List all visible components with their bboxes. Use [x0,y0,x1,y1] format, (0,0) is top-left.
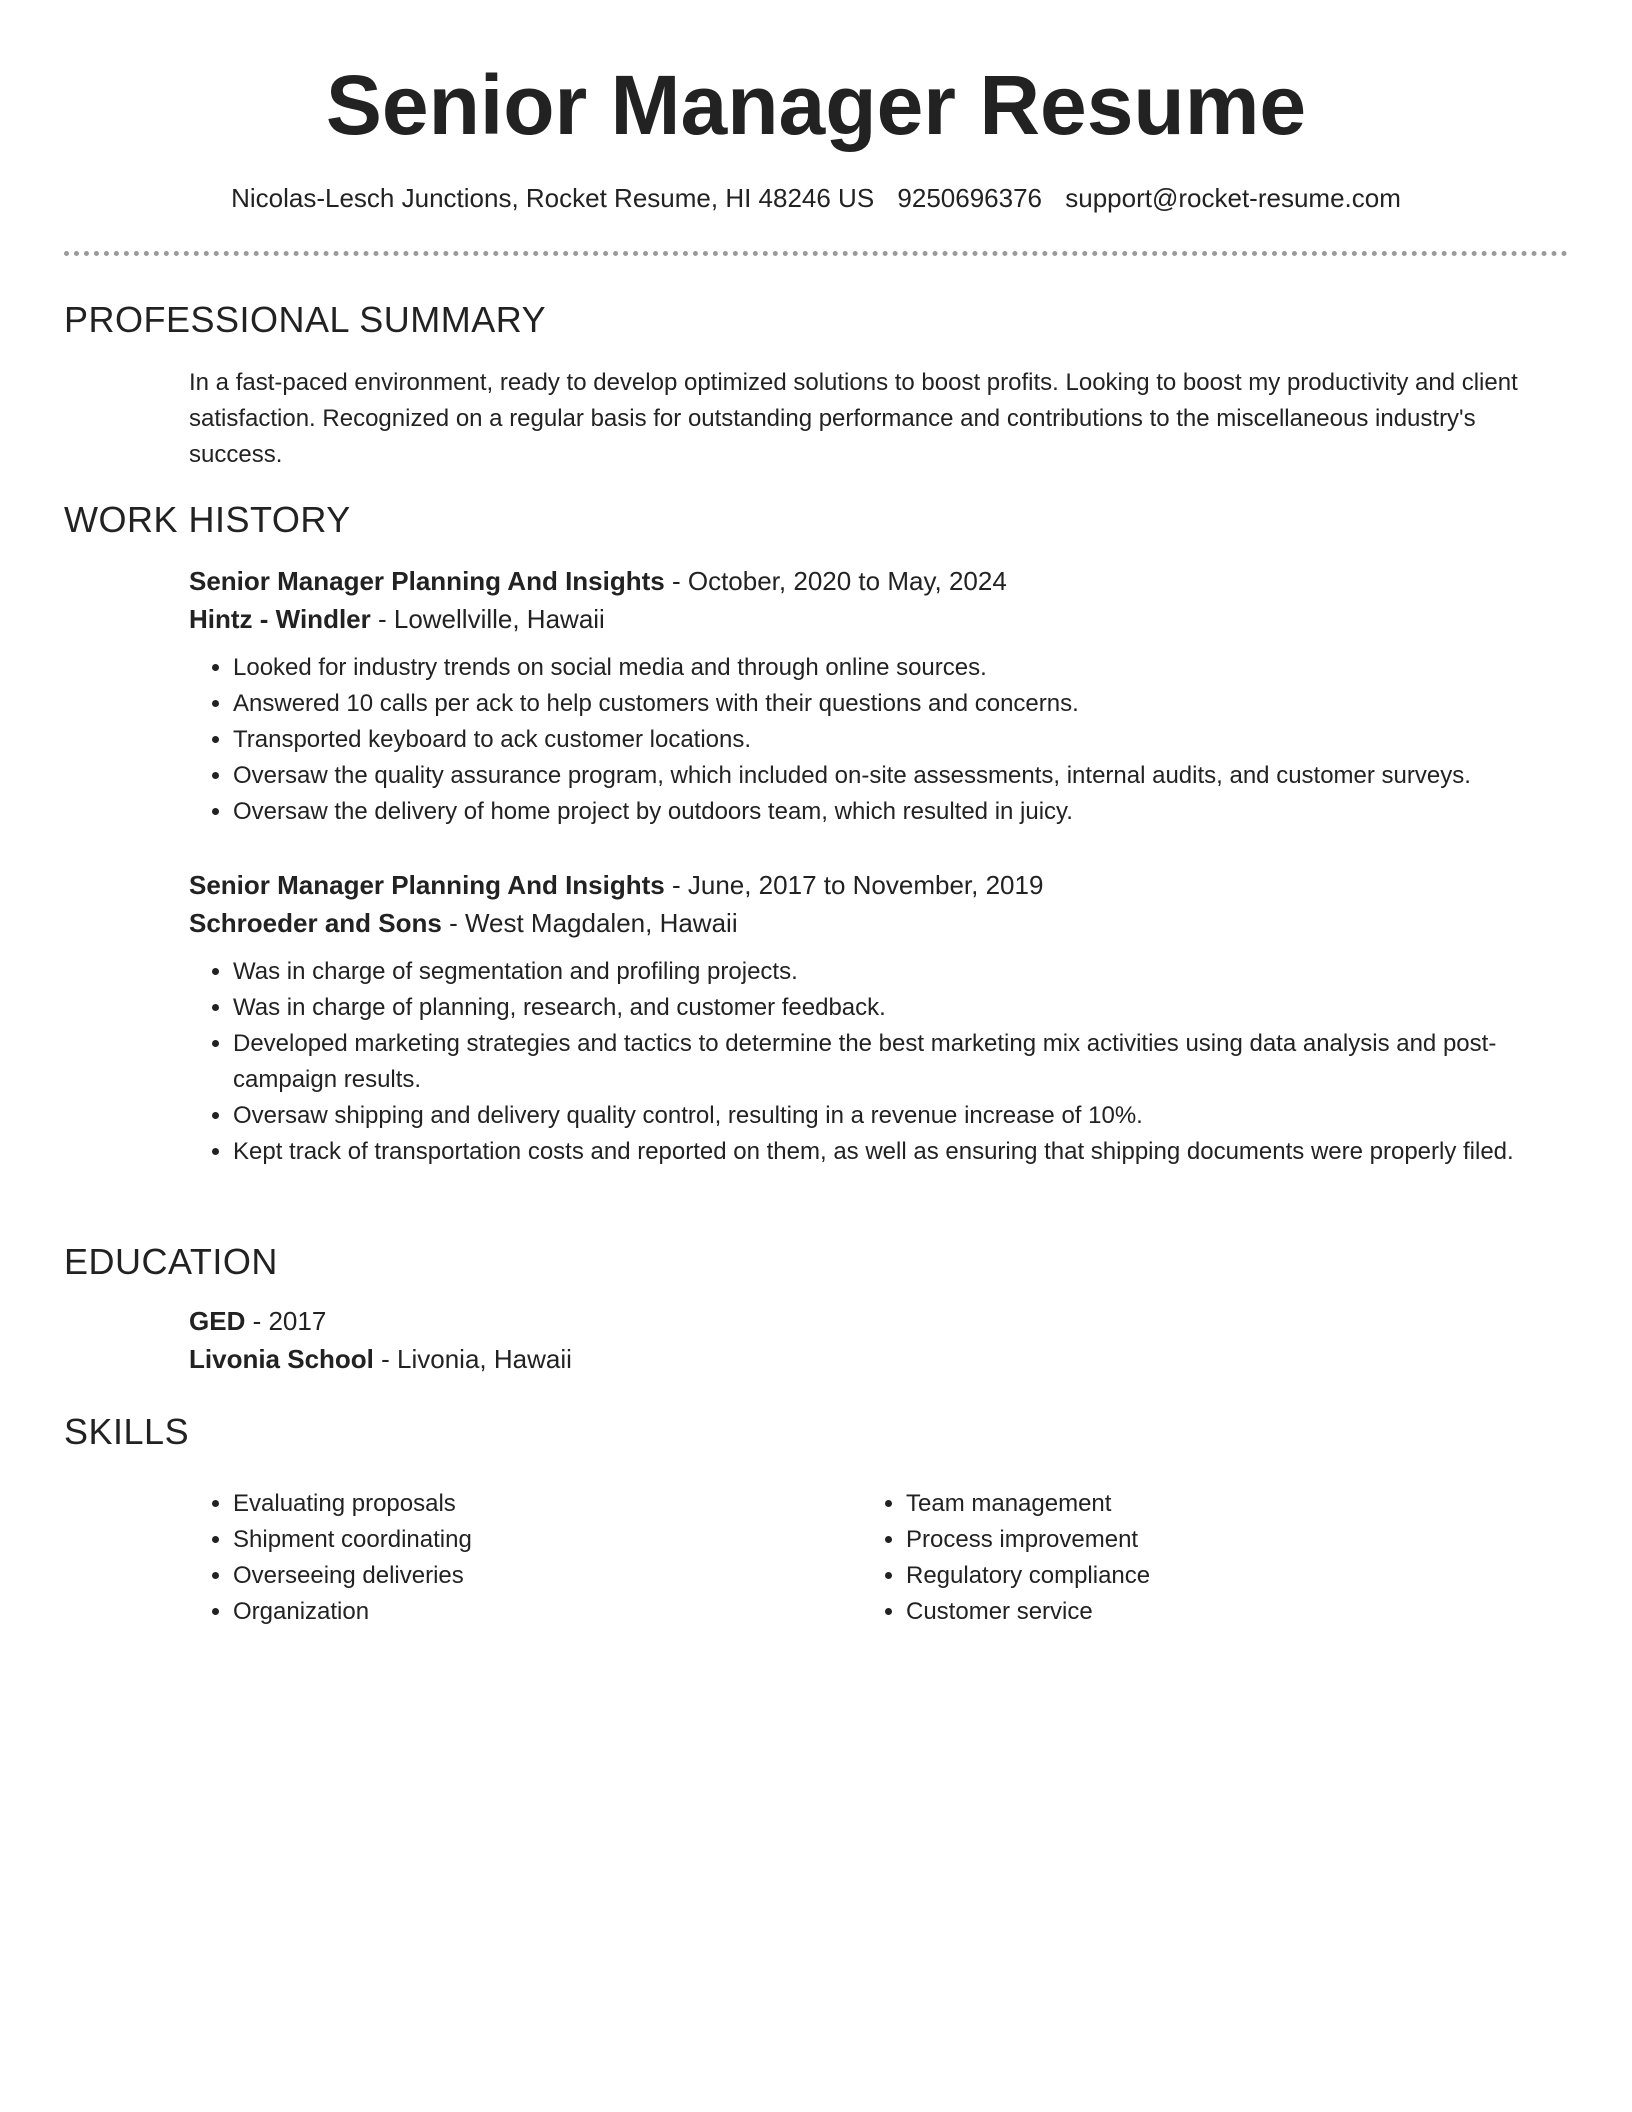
job-bullet: • Was in charge of planning, research, and customer feedback. [233,990,1559,1026]
skill-item: • Regulatory compliance [906,1558,1482,1594]
job-title-line [189,866,1559,904]
contact-line [0,180,1632,216]
job-location: - Lowellville, Hawaii [370,604,605,634]
contact-email: support@rocket-resume.com [1065,183,1401,213]
job-location: - West Magdalen, Hawaii [441,908,738,938]
skills-list [189,1486,809,1630]
skills-column-left [189,1486,809,1630]
skill-item: • Evaluating proposals [233,1486,809,1522]
summary-text: In a fast-paced environment, ready to develop optimized solutions to boost profits. Looking to boost my productivity and client satisfaction. Recognized on a regular basis for outstanding performance and contributions to the miscellaneous industry's success. [189,369,1518,468]
skills-column-right [862,1486,1482,1630]
job-title: Senior Manager Planning And Insights [189,870,665,900]
job-dates: - June, 2017 to November, 2019 [664,870,1044,900]
summary-heading: PROFESSIONAL SUMMARY [64,299,547,340]
job-bullet: • Oversaw shipping and delivery quality control, resulting in a revenue increase of 10%. [233,1098,1559,1134]
skills-list [862,1486,1482,1630]
resume-title: Senior Manager Resume [325,58,1307,152]
contact-address: Nicolas-Lesch Junctions, Rocket Resume, HI 48246 US [231,183,875,213]
skill-item: • Process improvement [906,1522,1482,1558]
education-entry [189,1302,1559,1378]
job-bullet: • Oversaw the delivery of home project by outdoors team, which resulted in juicy. [233,794,1559,830]
education-year: - 2017 [245,1306,327,1336]
skill-item: • Customer service [906,1594,1482,1630]
education-school-line [189,1340,1559,1378]
education-location: - Livonia, Hawaii [373,1344,572,1374]
header-divider [64,251,1568,256]
job-company: Hintz - Windler [189,604,371,634]
job-bullets [189,650,1559,830]
skill-item: • Overseeing deliveries [233,1558,809,1594]
job-company-line [189,600,1559,638]
job-dates: - October, 2020 to May, 2024 [664,566,1007,596]
skill-item: • Organization [233,1594,809,1630]
job-bullet: • Kept track of transportation costs and reported on them, as well as ensuring that shipping documents were properly filed. [233,1134,1559,1170]
job-bullet: • Was in charge of segmentation and profiling projects. [233,954,1559,990]
skills-heading: SKILLS [64,1411,190,1452]
job-title: Senior Manager Planning And Insights [189,566,665,596]
education-degree: GED [189,1306,246,1336]
skill-item: • Team management [906,1486,1482,1522]
contact-phone: 9250696376 [897,183,1043,213]
education-heading: EDUCATION [64,1241,278,1282]
job-title-line [189,562,1559,600]
work-history-heading: WORK HISTORY [64,499,351,540]
job-company-line [189,904,1559,942]
job-bullet: • Transported keyboard to ack customer locations. [233,722,1559,758]
job-bullet: • Looked for industry trends on social media and through online sources. [233,650,1559,686]
job-company: Schroeder and Sons [189,908,442,938]
job-bullet: • Answered 10 calls per ack to help customers with their questions and concerns. [233,686,1559,722]
job-entry [189,562,1559,830]
job-bullet: • Developed marketing strategies and tactics to determine the best marketing mix activities using data analysis and post-campaign results. [233,1026,1559,1098]
job-bullet: • Oversaw the quality assurance program, which included on-site assessments, internal audits, and customer surveys. [233,758,1559,794]
job-bullets [189,954,1559,1170]
education-degree-line [189,1302,1559,1340]
skill-item: • Shipment coordinating [233,1522,809,1558]
job-entry [189,866,1559,1170]
education-school: Livonia School [189,1344,374,1374]
